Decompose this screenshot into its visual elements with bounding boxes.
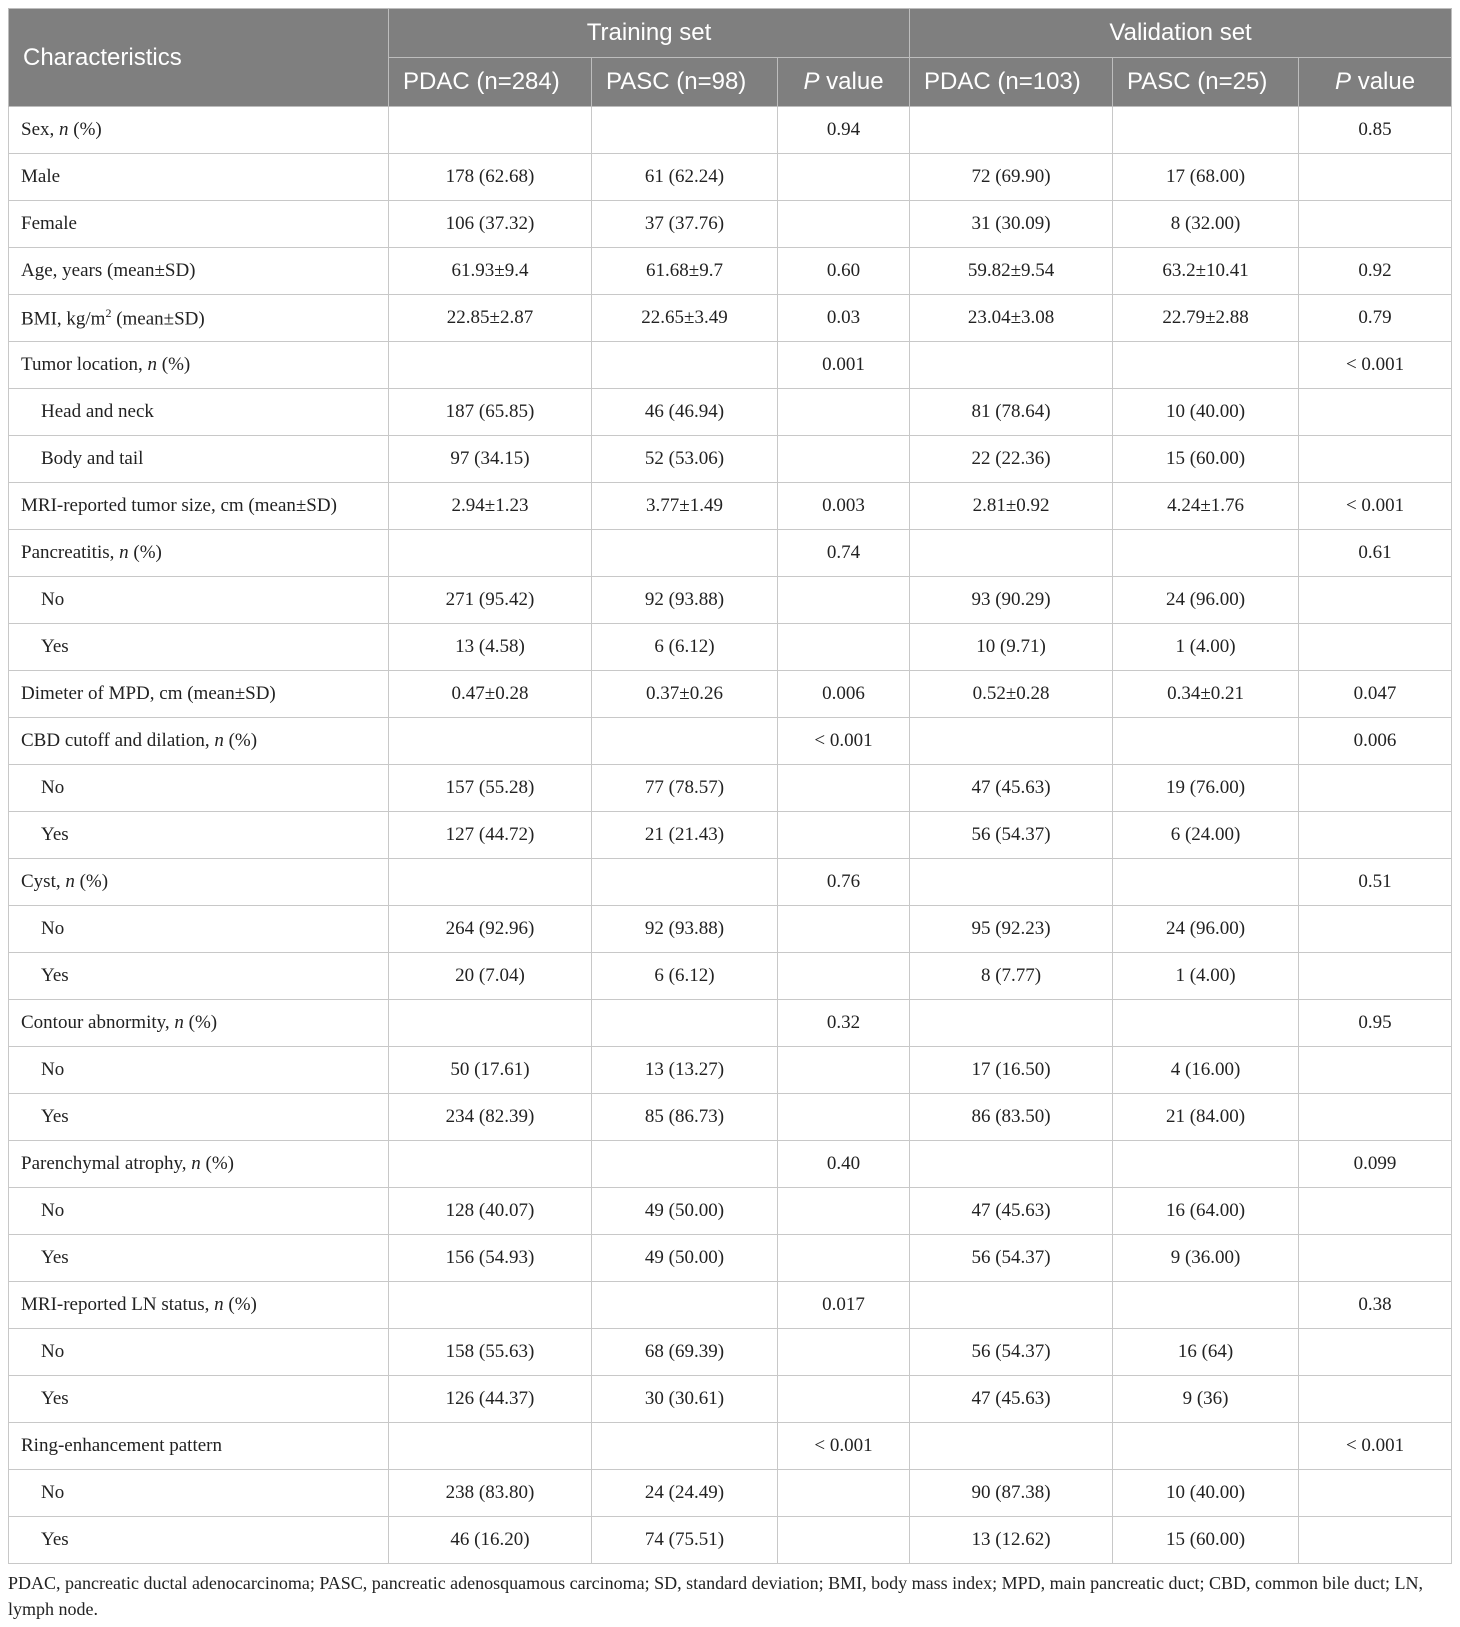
cell-pdac-validation: 47 (45.63) xyxy=(910,1188,1113,1235)
row-label: Yes xyxy=(9,1517,389,1564)
table-row xyxy=(9,624,1452,671)
table-row xyxy=(9,1423,1452,1470)
cell-pdac-validation: 95 (92.23) xyxy=(910,906,1113,953)
cell-pdac-training xyxy=(389,1423,592,1470)
cell-p-value-training: 0.003 xyxy=(778,483,910,530)
cell-pdac-training: 46 (16.20) xyxy=(389,1517,592,1564)
cell-p-value-validation xyxy=(1299,1094,1452,1141)
cell-pdac-validation: 17 (16.50) xyxy=(910,1047,1113,1094)
cell-p-value-validation xyxy=(1299,765,1452,812)
cell-p-value-training xyxy=(778,624,910,671)
table-row xyxy=(9,1376,1452,1423)
cell-p-value-training xyxy=(778,953,910,1000)
row-label: Cyst, n (%) xyxy=(9,859,389,906)
cell-pasc-training: 6 (6.12) xyxy=(592,624,778,671)
cell-p-value-validation: < 0.001 xyxy=(1299,483,1452,530)
table-row xyxy=(9,530,1452,577)
cell-pasc-validation: 1 (4.00) xyxy=(1113,953,1299,1000)
cell-p-value-validation: 0.51 xyxy=(1299,859,1452,906)
row-label: No xyxy=(9,1188,389,1235)
row-label: Pancreatitis, n (%) xyxy=(9,530,389,577)
cell-pasc-training xyxy=(592,342,778,389)
cell-p-value-training xyxy=(778,577,910,624)
row-label: Parenchymal atrophy, n (%) xyxy=(9,1141,389,1188)
header-validation-set: Validation set xyxy=(910,9,1452,58)
cell-pdac-training: 13 (4.58) xyxy=(389,624,592,671)
cell-pasc-training xyxy=(592,1000,778,1047)
cell-pdac-validation: 56 (54.37) xyxy=(910,812,1113,859)
cell-pdac-training: 128 (40.07) xyxy=(389,1188,592,1235)
cell-pasc-training xyxy=(592,1282,778,1329)
cell-pdac-validation xyxy=(910,1282,1113,1329)
characteristics-table xyxy=(8,8,1452,1564)
table-row xyxy=(9,859,1452,906)
header-pasc-training: PASC (n=98) xyxy=(592,58,778,107)
cell-p-value-training: < 0.001 xyxy=(778,1423,910,1470)
cell-pdac-training: 157 (55.28) xyxy=(389,765,592,812)
cell-p-value-validation xyxy=(1299,1470,1452,1517)
cell-pdac-validation: 47 (45.63) xyxy=(910,1376,1113,1423)
cell-pdac-validation: 8 (7.77) xyxy=(910,953,1113,1000)
cell-pdac-training: 127 (44.72) xyxy=(389,812,592,859)
cell-p-value-validation: < 0.001 xyxy=(1299,1423,1452,1470)
table-row xyxy=(9,295,1452,342)
cell-p-value-validation xyxy=(1299,1235,1452,1282)
cell-pdac-training xyxy=(389,342,592,389)
row-label: Age, years (mean±SD) xyxy=(9,248,389,295)
cell-pasc-validation xyxy=(1113,530,1299,577)
cell-pasc-validation: 10 (40.00) xyxy=(1113,389,1299,436)
cell-pasc-validation: 22.79±2.88 xyxy=(1113,295,1299,342)
cell-p-value-validation: 0.95 xyxy=(1299,1000,1452,1047)
row-label: Ring-enhancement pattern xyxy=(9,1423,389,1470)
cell-pasc-training: 52 (53.06) xyxy=(592,436,778,483)
cell-pdac-training: 126 (44.37) xyxy=(389,1376,592,1423)
table-row xyxy=(9,577,1452,624)
cell-pasc-validation: 24 (96.00) xyxy=(1113,906,1299,953)
row-label: MRI-reported tumor size, cm (mean±SD) xyxy=(9,483,389,530)
cell-pasc-training: 92 (93.88) xyxy=(592,577,778,624)
cell-pasc-validation: 9 (36.00) xyxy=(1113,1235,1299,1282)
cell-pasc-training: 46 (46.94) xyxy=(592,389,778,436)
cell-p-value-validation xyxy=(1299,1329,1452,1376)
cell-pdac-validation: 93 (90.29) xyxy=(910,577,1113,624)
cell-pdac-validation: 72 (69.90) xyxy=(910,154,1113,201)
cell-pasc-validation xyxy=(1113,107,1299,154)
table-row xyxy=(9,765,1452,812)
cell-pdac-training: 22.85±2.87 xyxy=(389,295,592,342)
cell-pasc-training: 37 (37.76) xyxy=(592,201,778,248)
cell-pasc-validation: 16 (64.00) xyxy=(1113,1188,1299,1235)
cell-p-value-validation: 0.38 xyxy=(1299,1282,1452,1329)
cell-p-value-training xyxy=(778,1047,910,1094)
cell-pdac-training xyxy=(389,859,592,906)
table-row xyxy=(9,1329,1452,1376)
cell-pasc-training: 85 (86.73) xyxy=(592,1094,778,1141)
cell-pasc-validation: 17 (68.00) xyxy=(1113,154,1299,201)
cell-pdac-training: 61.93±9.4 xyxy=(389,248,592,295)
table-row xyxy=(9,1235,1452,1282)
cell-p-value-validation: 0.79 xyxy=(1299,295,1452,342)
cell-pdac-training: 271 (95.42) xyxy=(389,577,592,624)
cell-p-value-training xyxy=(778,436,910,483)
cell-pasc-training xyxy=(592,107,778,154)
header-pdac-training: PDAC (n=284) xyxy=(389,58,592,107)
row-label: Yes xyxy=(9,1376,389,1423)
cell-p-value-validation: 0.92 xyxy=(1299,248,1452,295)
header-p-value-validation: P value xyxy=(1299,58,1452,107)
cell-pasc-validation: 15 (60.00) xyxy=(1113,436,1299,483)
cell-p-value-training xyxy=(778,765,910,812)
cell-pdac-validation xyxy=(910,342,1113,389)
cell-p-value-validation xyxy=(1299,812,1452,859)
cell-p-value-validation: 0.099 xyxy=(1299,1141,1452,1188)
cell-pasc-validation xyxy=(1113,859,1299,906)
cell-pasc-training: 24 (24.49) xyxy=(592,1470,778,1517)
cell-pdac-validation xyxy=(910,1423,1113,1470)
cell-pdac-validation: 81 (78.64) xyxy=(910,389,1113,436)
table-row xyxy=(9,483,1452,530)
table-row xyxy=(9,1094,1452,1141)
cell-pasc-validation: 4 (16.00) xyxy=(1113,1047,1299,1094)
cell-p-value-validation xyxy=(1299,1376,1452,1423)
cell-pdac-training xyxy=(389,1141,592,1188)
cell-p-value-training xyxy=(778,154,910,201)
cell-p-value-validation xyxy=(1299,154,1452,201)
cell-pdac-validation: 86 (83.50) xyxy=(910,1094,1113,1141)
cell-p-value-validation xyxy=(1299,906,1452,953)
cell-pasc-training: 6 (6.12) xyxy=(592,953,778,1000)
cell-pdac-training: 20 (7.04) xyxy=(389,953,592,1000)
cell-p-value-training xyxy=(778,1470,910,1517)
cell-pdac-validation: 90 (87.38) xyxy=(910,1470,1113,1517)
cell-pdac-training: 106 (37.32) xyxy=(389,201,592,248)
table-row xyxy=(9,201,1452,248)
cell-p-value-validation xyxy=(1299,436,1452,483)
row-label: Tumor location, n (%) xyxy=(9,342,389,389)
row-label: Sex, n (%) xyxy=(9,107,389,154)
row-label: MRI-reported LN status, n (%) xyxy=(9,1282,389,1329)
row-label: Yes xyxy=(9,1094,389,1141)
cell-pdac-validation xyxy=(910,718,1113,765)
row-label: CBD cutoff and dilation, n (%) xyxy=(9,718,389,765)
table-row xyxy=(9,1470,1452,1517)
table-row xyxy=(9,389,1452,436)
cell-pasc-training: 0.37±0.26 xyxy=(592,671,778,718)
cell-pasc-validation xyxy=(1113,1141,1299,1188)
cell-p-value-validation xyxy=(1299,953,1452,1000)
cell-p-value-training: < 0.001 xyxy=(778,718,910,765)
cell-pdac-validation: 23.04±3.08 xyxy=(910,295,1113,342)
table-row xyxy=(9,154,1452,201)
cell-pasc-training: 13 (13.27) xyxy=(592,1047,778,1094)
row-label: BMI, $kg/m^2$ (mean±SD) xyxy=(9,295,389,342)
cell-pdac-validation: 31 (30.09) xyxy=(910,201,1113,248)
cell-pdac-training: 178 (62.68) xyxy=(389,154,592,201)
cell-p-value-training xyxy=(778,906,910,953)
cell-pasc-validation xyxy=(1113,1000,1299,1047)
row-label: No xyxy=(9,577,389,624)
table-row xyxy=(9,718,1452,765)
cell-pdac-validation: 56 (54.37) xyxy=(910,1329,1113,1376)
cell-pasc-training xyxy=(592,1141,778,1188)
cell-p-value-validation: < 0.001 xyxy=(1299,342,1452,389)
cell-p-value-training: 0.60 xyxy=(778,248,910,295)
table-footnote: PDAC, pancreatic ductal adenocarcinoma; PASC, pancreatic adenosquamous carcinoma; SD, standard deviation; BMI, body mass index; MPD, main pancreatic duct; CBD, common bile duct; LN, lymph node. xyxy=(8,1573,1424,1619)
cell-p-value-validation: 0.85 xyxy=(1299,107,1452,154)
cell-pasc-training: 61.68±9.7 xyxy=(592,248,778,295)
cell-pasc-training: 22.65±3.49 xyxy=(592,295,778,342)
header-pdac-validation: PDAC (n=103) xyxy=(910,58,1113,107)
cell-p-value-training: 0.006 xyxy=(778,671,910,718)
cell-pdac-validation xyxy=(910,1141,1113,1188)
cell-pdac-validation: 0.52±0.28 xyxy=(910,671,1113,718)
cell-pdac-validation: 10 (9.71) xyxy=(910,624,1113,671)
row-label: No xyxy=(9,1047,389,1094)
cell-pdac-validation: 22 (22.36) xyxy=(910,436,1113,483)
cell-p-value-training: 0.03 xyxy=(778,295,910,342)
table-row xyxy=(9,436,1452,483)
cell-pasc-training: 61 (62.24) xyxy=(592,154,778,201)
cell-pdac-validation xyxy=(910,859,1113,906)
cell-p-value-validation: 0.61 xyxy=(1299,530,1452,577)
cell-pasc-validation: 9 (36) xyxy=(1113,1376,1299,1423)
cell-p-value-training: 0.40 xyxy=(778,1141,910,1188)
cell-pdac-training: 50 (17.61) xyxy=(389,1047,592,1094)
row-label: No xyxy=(9,906,389,953)
cell-pasc-validation: 8 (32.00) xyxy=(1113,201,1299,248)
cell-p-value-training xyxy=(778,389,910,436)
cell-pasc-validation: 21 (84.00) xyxy=(1113,1094,1299,1141)
cell-p-value-training xyxy=(778,1329,910,1376)
table-row xyxy=(9,1188,1452,1235)
cell-p-value-training xyxy=(778,1376,910,1423)
cell-p-value-training xyxy=(778,1235,910,1282)
cell-pdac-training xyxy=(389,107,592,154)
cell-pasc-validation: 19 (76.00) xyxy=(1113,765,1299,812)
cell-p-value-validation xyxy=(1299,1047,1452,1094)
cell-pasc-training: 68 (69.39) xyxy=(592,1329,778,1376)
row-label: Female xyxy=(9,201,389,248)
row-label: Male xyxy=(9,154,389,201)
cell-pdac-validation: 2.81±0.92 xyxy=(910,483,1113,530)
cell-p-value-validation: 0.047 xyxy=(1299,671,1452,718)
cell-p-value-training xyxy=(778,1517,910,1564)
cell-p-value-validation xyxy=(1299,1188,1452,1235)
header-training-set: Training set xyxy=(389,9,910,58)
cell-pasc-validation xyxy=(1113,342,1299,389)
table-container xyxy=(8,8,1451,1622)
cell-pdac-training: 234 (82.39) xyxy=(389,1094,592,1141)
cell-pasc-validation: 0.34±0.21 xyxy=(1113,671,1299,718)
table-row xyxy=(9,342,1452,389)
cell-pasc-validation: 15 (60.00) xyxy=(1113,1517,1299,1564)
table-row xyxy=(9,671,1452,718)
row-label: Contour abnormity, n (%) xyxy=(9,1000,389,1047)
cell-pasc-validation: 4.24±1.76 xyxy=(1113,483,1299,530)
cell-pasc-training xyxy=(592,1423,778,1470)
header-p-value-training: P value xyxy=(778,58,910,107)
cell-p-value-training xyxy=(778,1094,910,1141)
table-row xyxy=(9,1047,1452,1094)
row-label: Yes xyxy=(9,1235,389,1282)
cell-p-value-training xyxy=(778,1188,910,1235)
cell-pdac-training xyxy=(389,718,592,765)
table-body xyxy=(9,107,1452,1564)
table-row xyxy=(9,248,1452,295)
cell-p-value-validation: 0.006 xyxy=(1299,718,1452,765)
cell-pdac-training: 0.47±0.28 xyxy=(389,671,592,718)
cell-p-value-training: 0.94 xyxy=(778,107,910,154)
cell-pdac-training xyxy=(389,530,592,577)
row-label: Body and tail xyxy=(9,436,389,483)
cell-p-value-training: 0.017 xyxy=(778,1282,910,1329)
cell-pdac-training: 2.94±1.23 xyxy=(389,483,592,530)
cell-pasc-training: 49 (50.00) xyxy=(592,1235,778,1282)
table-row xyxy=(9,107,1452,154)
cell-pasc-training: 92 (93.88) xyxy=(592,906,778,953)
cell-pasc-training: 77 (78.57) xyxy=(592,765,778,812)
table-row xyxy=(9,1000,1452,1047)
cell-p-value-validation xyxy=(1299,577,1452,624)
cell-p-value-training: 0.76 xyxy=(778,859,910,906)
cell-p-value-validation xyxy=(1299,624,1452,671)
row-label: Dimeter of MPD, cm (mean±SD) xyxy=(9,671,389,718)
cell-p-value-validation xyxy=(1299,389,1452,436)
row-label: Head and neck xyxy=(9,389,389,436)
table-row xyxy=(9,953,1452,1000)
cell-pdac-validation: 47 (45.63) xyxy=(910,765,1113,812)
row-label: No xyxy=(9,1329,389,1376)
cell-pasc-validation xyxy=(1113,1423,1299,1470)
cell-pdac-validation: 13 (12.62) xyxy=(910,1517,1113,1564)
row-label: No xyxy=(9,1470,389,1517)
cell-p-value-validation xyxy=(1299,201,1452,248)
table-row xyxy=(9,906,1452,953)
cell-p-value-training: 0.32 xyxy=(778,1000,910,1047)
cell-pdac-training xyxy=(389,1282,592,1329)
table-row xyxy=(9,1141,1452,1188)
table-row xyxy=(9,1282,1452,1329)
cell-pdac-training: 156 (54.93) xyxy=(389,1235,592,1282)
cell-pasc-training: 74 (75.51) xyxy=(592,1517,778,1564)
cell-pasc-validation: 16 (64) xyxy=(1113,1329,1299,1376)
header-characteristics: Characteristics xyxy=(9,9,389,107)
table-header xyxy=(9,9,1452,107)
cell-pdac-validation xyxy=(910,530,1113,577)
cell-pdac-training: 264 (92.96) xyxy=(389,906,592,953)
header-pasc-validation: PASC (n=25) xyxy=(1113,58,1299,107)
cell-pdac-training xyxy=(389,1000,592,1047)
row-label: No xyxy=(9,765,389,812)
cell-pasc-training: 3.77±1.49 xyxy=(592,483,778,530)
cell-pdac-validation xyxy=(910,107,1113,154)
cell-pdac-validation: 56 (54.37) xyxy=(910,1235,1113,1282)
cell-pasc-validation: 63.2±10.41 xyxy=(1113,248,1299,295)
cell-p-value-training xyxy=(778,812,910,859)
cell-pasc-validation xyxy=(1113,718,1299,765)
cell-pdac-training: 238 (83.80) xyxy=(389,1470,592,1517)
cell-p-value-training: 0.74 xyxy=(778,530,910,577)
cell-pasc-training xyxy=(592,530,778,577)
cell-pasc-validation: 10 (40.00) xyxy=(1113,1470,1299,1517)
cell-pasc-training xyxy=(592,718,778,765)
cell-pasc-validation: 1 (4.00) xyxy=(1113,624,1299,671)
cell-pasc-validation: 6 (24.00) xyxy=(1113,812,1299,859)
table-row xyxy=(9,1517,1452,1564)
cell-pdac-validation: 59.82±9.54 xyxy=(910,248,1113,295)
cell-pasc-training xyxy=(592,859,778,906)
cell-pdac-validation xyxy=(910,1000,1113,1047)
row-label: Yes xyxy=(9,812,389,859)
cell-pasc-training: 30 (30.61) xyxy=(592,1376,778,1423)
cell-pdac-training: 158 (55.63) xyxy=(389,1329,592,1376)
cell-pdac-training: 187 (65.85) xyxy=(389,389,592,436)
row-label: Yes xyxy=(9,953,389,1000)
row-label: Yes xyxy=(9,624,389,671)
cell-pasc-training: 21 (21.43) xyxy=(592,812,778,859)
cell-pasc-validation: 24 (96.00) xyxy=(1113,577,1299,624)
cell-p-value-training xyxy=(778,201,910,248)
cell-p-value-validation xyxy=(1299,1517,1452,1564)
cell-pasc-validation xyxy=(1113,1282,1299,1329)
cell-p-value-training: 0.001 xyxy=(778,342,910,389)
cell-pdac-training: 97 (34.15) xyxy=(389,436,592,483)
cell-pasc-training: 49 (50.00) xyxy=(592,1188,778,1235)
table-row xyxy=(9,812,1452,859)
